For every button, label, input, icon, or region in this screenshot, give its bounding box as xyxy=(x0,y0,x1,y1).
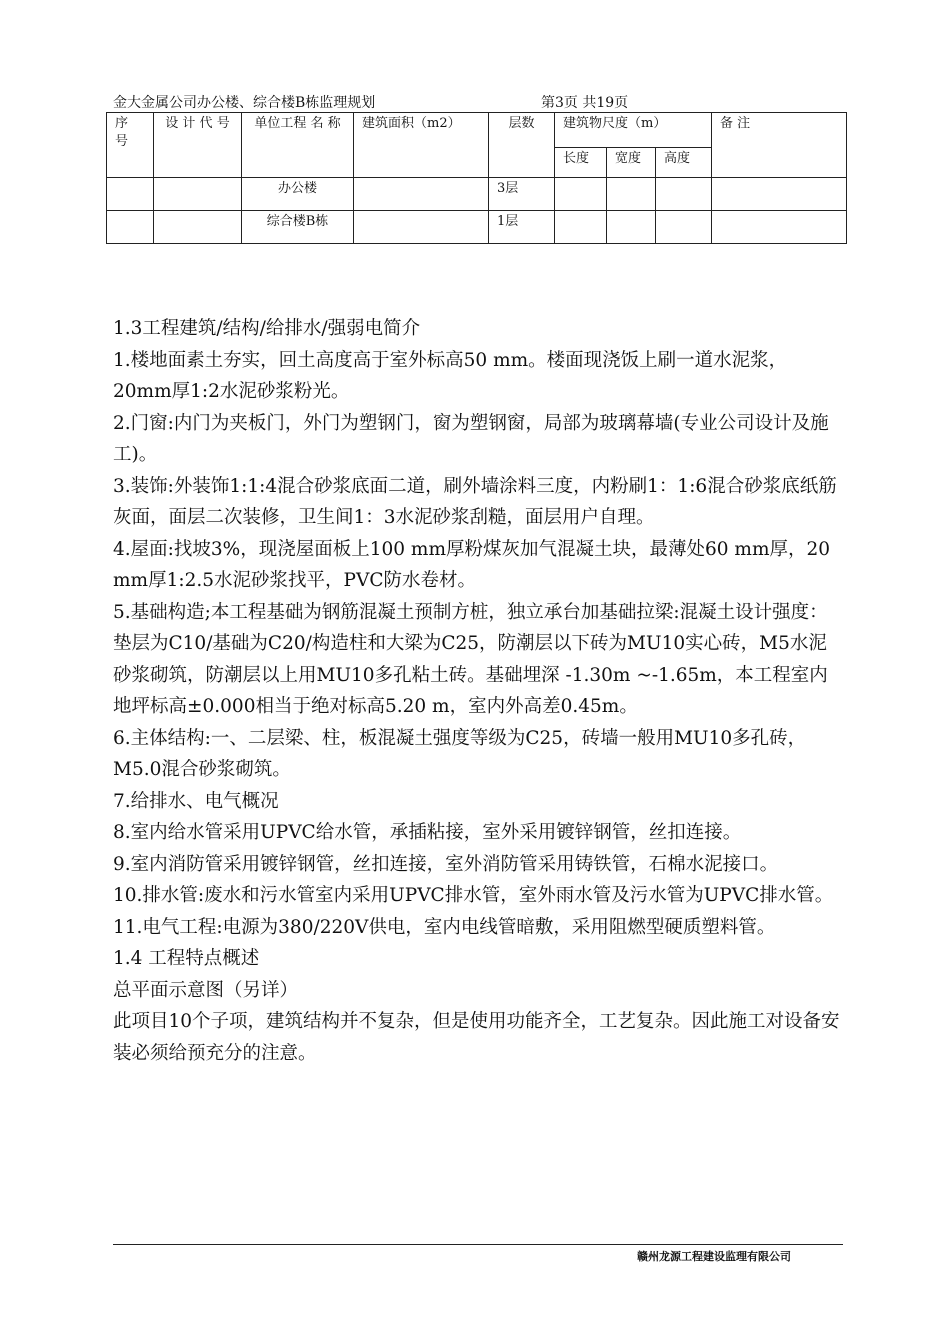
header-design-code: 设 计 代 号 xyxy=(154,113,242,178)
paragraph: 11.电气工程:电源为380/220V供电，室内电线管暗敷，采用阻燃型硬质塑料管。 xyxy=(113,916,776,938)
header-width: 宽度 xyxy=(607,148,656,178)
paragraph: 3.装饰:外装饰1:1:4混合砂浆底面二道，刷外墙涂料三度，内粉刷1：1:6混合砂浆底纸筋灰面，面层二次装修，卫生间1：3水泥砂浆刮糙，面层用户自理。 xyxy=(113,475,837,528)
footer-company: 赣州龙源工程建设监理有限公司 xyxy=(637,1250,791,1263)
paragraph: 4.屋面:找坡3%，现浇屋面板上100 mm厚粉煤灰加气混凝土块，最薄处60 mm厚，20 mm厚1:2.5水泥砂浆找平，PVC防水卷材。 xyxy=(113,538,831,591)
paragraph: 总平面示意图（另详） xyxy=(113,979,299,1001)
header-area: 建筑面积（m2） xyxy=(354,113,489,178)
page-number: 第3页 共19页 xyxy=(541,95,629,111)
paragraph: 10.排水管:废水和污水管室内采用UPVC排水管，室外雨水管及污水管为UPVC排水管。 xyxy=(113,885,834,906)
paragraph: 7.给排水、电气概况 xyxy=(113,790,279,812)
page-header xyxy=(113,92,797,113)
unit-name-cell: 综合楼B栋 xyxy=(242,211,354,244)
paragraph: 9.室内消防管采用镀锌钢管，丝扣连接，室外消防管采用铸铁管，石棉水泥接口。 xyxy=(113,853,779,875)
paragraph: 此项目10个子项，建筑结构并不复杂，但是使用功能齐全，工艺复杂。因此施工对设备安装必须给预充分的注意。 xyxy=(113,1011,840,1064)
header-floors: 层数 xyxy=(489,113,555,178)
header-length: 长度 xyxy=(555,148,607,178)
header-remark: 备 注 xyxy=(712,113,847,178)
header-unit-name: 单位工程 名 称 xyxy=(242,113,354,178)
table-row xyxy=(107,211,847,244)
body-text xyxy=(113,313,843,1069)
unit-name-cell: 办公楼 xyxy=(242,178,354,211)
paragraph: 2.门窗:内门为夹板门，外门为塑钢门，窗为塑钢窗，局部为玻璃幕墙(专业公司设计及施工)。 xyxy=(113,412,829,465)
header-seq: 序 号 xyxy=(107,113,154,178)
header-dimensions: 建筑物尺度（m） xyxy=(555,113,712,148)
project-table xyxy=(106,112,847,244)
table-row xyxy=(107,178,847,211)
paragraph: 5.基础构造;本工程基础为钢筋混凝土预制方桩，独立承台加基础拉梁:混凝土设计强度：垫层为C10/基础为C20/构造柱和大梁为C25，防潮层以下砖为MU10实心砖，M5水泥砂浆砌筑，防潮层以上用MU10多孔粘土砖。基础埋深 -1.30m ~-1.65m，本工程室内地坪标高±0.000相当于绝对标高5.20 m，室内外高差0.45m。 xyxy=(113,601,828,717)
section-heading: 1.3工程建筑/结构/给排水/强弱电简介 xyxy=(113,318,421,339)
floors-cell: 1层 xyxy=(489,211,555,244)
floors-cell: 3层 xyxy=(489,178,555,211)
header-title: 金大金属公司办公楼、综合楼B栋监理规划 xyxy=(113,95,376,111)
section-heading: 1.4 工程特点概述 xyxy=(113,948,260,969)
paragraph: 8.室内给水管采用UPVC给水管，承插粘接，室外采用镀锌钢管，丝扣连接。 xyxy=(113,822,742,843)
header-height: 高度 xyxy=(656,148,712,178)
paragraph: 6.主体结构:一、二层梁、柱，板混凝土强度等级为C25，砖墙一般用MU10多孔砖，M5.0混合砂浆砌筑。 xyxy=(113,727,807,780)
paragraph: 1.楼地面素土夯实，回土高度高于室外标高50 mm。楼面现浇饭上刷一道水泥浆，20mm厚1:2水泥砂浆粉光。 xyxy=(113,349,788,402)
footer-divider xyxy=(113,1244,843,1245)
